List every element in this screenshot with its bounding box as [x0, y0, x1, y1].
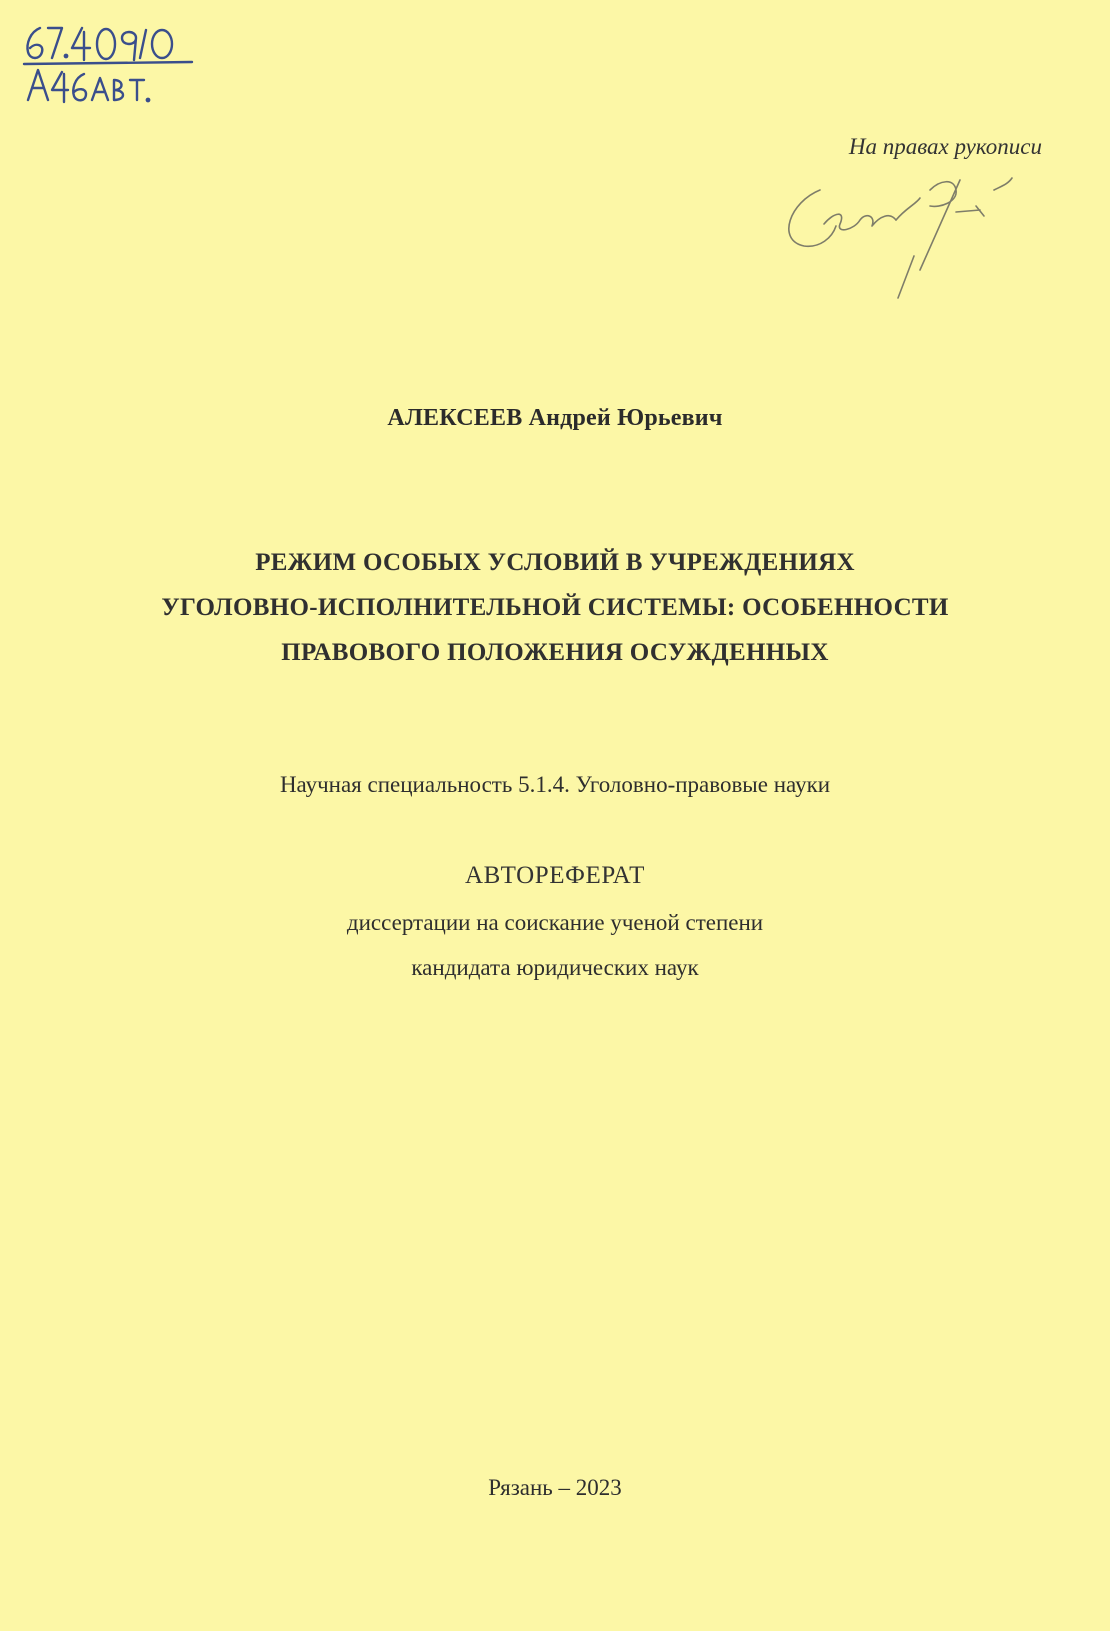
title-line-1: РЕЖИМ ОСОБЫХ УСЛОВИЙ В УЧРЕЖДЕНИЯХ	[255, 549, 855, 576]
degree-description-line-2: кандидата юридических наук	[411, 955, 699, 980]
author-signature	[780, 150, 1040, 310]
document-type: АВТОРЕФЕРАТ	[464, 862, 646, 889]
scientific-specialty: Научная специальность 5.1.4. Уголовно-правовые науки	[279, 772, 831, 797]
handwritten-shelf-mark	[22, 18, 222, 108]
dissertation-title	[0, 540, 1110, 675]
rights-note: На правах рукописи	[848, 134, 1042, 159]
author-name: АЛЕКСЕЕВ Андрей Юрьевич	[387, 405, 723, 431]
title-line-3: ПРАВОВОГО ПОЛОЖЕНИЯ ОСУЖДЕННЫХ	[281, 639, 829, 666]
degree-description-line-1: диссертации на соискание ученой степени	[346, 910, 764, 935]
title-line-2: УГОЛОВНО-ИСПОЛНИТЕЛЬНОЙ СИСТЕМЫ: ОСОБЕННОСТИ	[161, 594, 949, 621]
place-and-year: Рязань – 2023	[488, 1475, 622, 1500]
